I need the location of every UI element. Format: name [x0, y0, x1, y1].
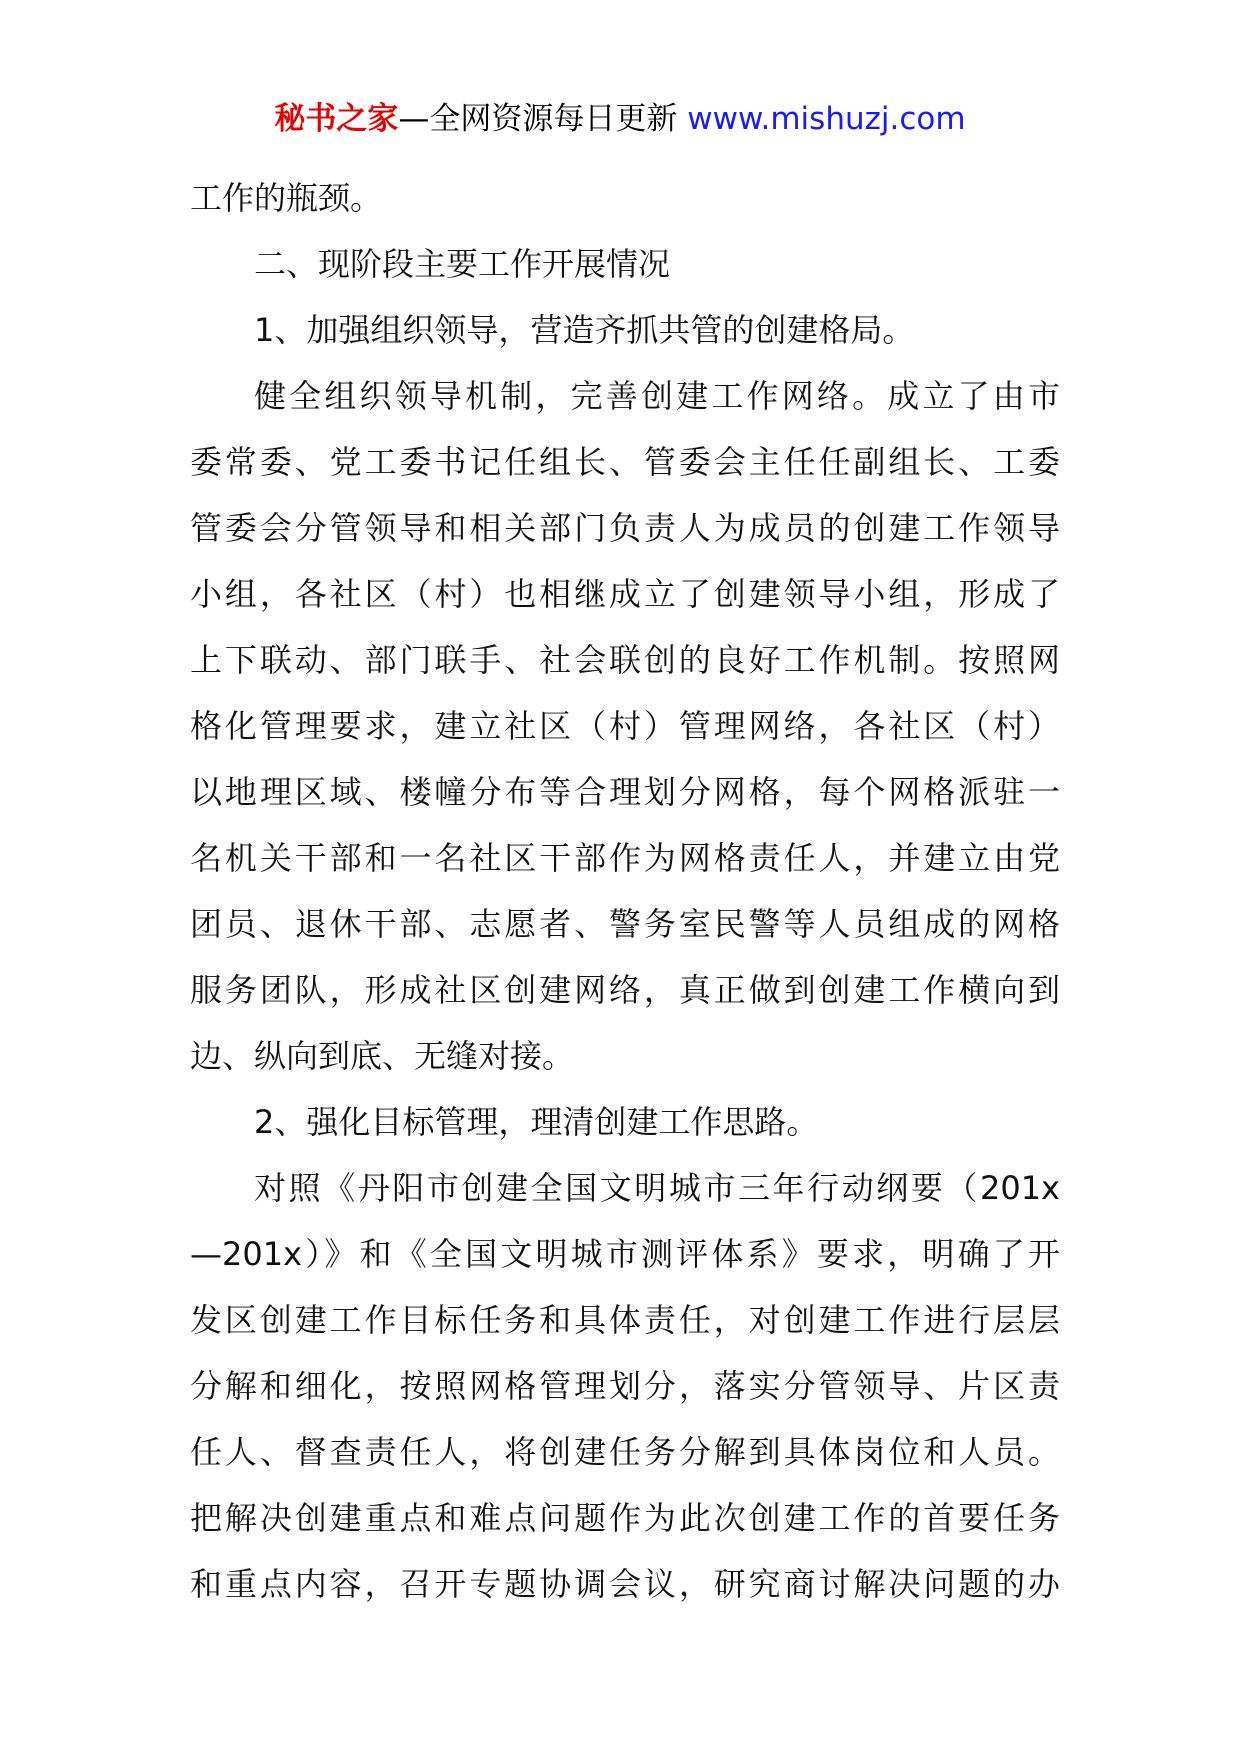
- text-line: 边、纵向到底、无缝对接。: [190, 1037, 575, 1075]
- paragraph-continuation: 工作的瓶颈。: [190, 179, 383, 217]
- text-line: 分解和细化，按照网格管理划分，落实分管领导、片区责: [190, 1367, 1060, 1405]
- paragraph-target-management: [190, 1155, 1060, 1617]
- text-line: 团员、退休干部、志愿者、警务室民警等人员组成的网格: [190, 905, 1060, 943]
- text-line: 把解决创建重点和难点问题作为此次创建工作的首要任务: [190, 1499, 1060, 1537]
- text-line: 格化管理要求，建立社区（村）管理网络，各社区（村）: [190, 707, 1060, 745]
- text-line: 对照《丹阳市创建全国文明城市三年行动纲要（201x: [254, 1169, 1060, 1207]
- subsection-heading-1: 1、加强组织领导，营造齐抓共管的创建格局。: [254, 311, 915, 349]
- text-line: —201x）》和《全国文明城市测评体系》要求，明确了开: [190, 1235, 1060, 1273]
- text-line: 以地理区域、楼幢分布等合理划分网格，每个网格派驻一: [190, 773, 1060, 811]
- text-line: 服务团队，形成社区创建网络，真正做到创建工作横向到: [190, 971, 1060, 1009]
- text-line: 任人、督查责任人，将创建任务分解到具体岗位和人员。: [190, 1433, 1060, 1471]
- text-line: 发区创建工作目标任务和具体责任，对创建工作进行层层: [190, 1301, 1060, 1339]
- subsection-heading-2: 2、强化目标管理，理清创建工作思路。: [254, 1103, 819, 1141]
- document-body: [190, 165, 1060, 1617]
- text-line: 健全组织领导机制，完善创建工作网络。成立了由市: [254, 377, 1060, 415]
- paragraph-organization: [190, 363, 1060, 1089]
- text-line: 委常委、党工委书记任组长、管委会主任任副组长、工委: [190, 443, 1060, 481]
- text-line: 和重点内容，召开专题协调会议，研究商讨解决问题的办: [190, 1565, 1060, 1603]
- page-header: [0, 97, 1240, 141]
- header-slogan: —全网资源每日更新: [398, 101, 678, 137]
- text-line: 小组，各社区（村）也相继成立了创建领导小组，形成了: [190, 575, 1060, 613]
- website-url[interactable]: www.mishuzj.com: [687, 101, 966, 137]
- brand-name: 秘书之家: [274, 101, 399, 137]
- text-line: 上下联动、部门联手、社会联创的良好工作机制。按照网: [190, 641, 1060, 679]
- text-line: 管委会分管领导和相关部门负责人为成员的创建工作领导: [190, 509, 1060, 547]
- text-line: 名机关干部和一名社区干部作为网格责任人，并建立由党: [190, 839, 1060, 877]
- section-heading: 二、现阶段主要工作开展情况: [254, 245, 671, 283]
